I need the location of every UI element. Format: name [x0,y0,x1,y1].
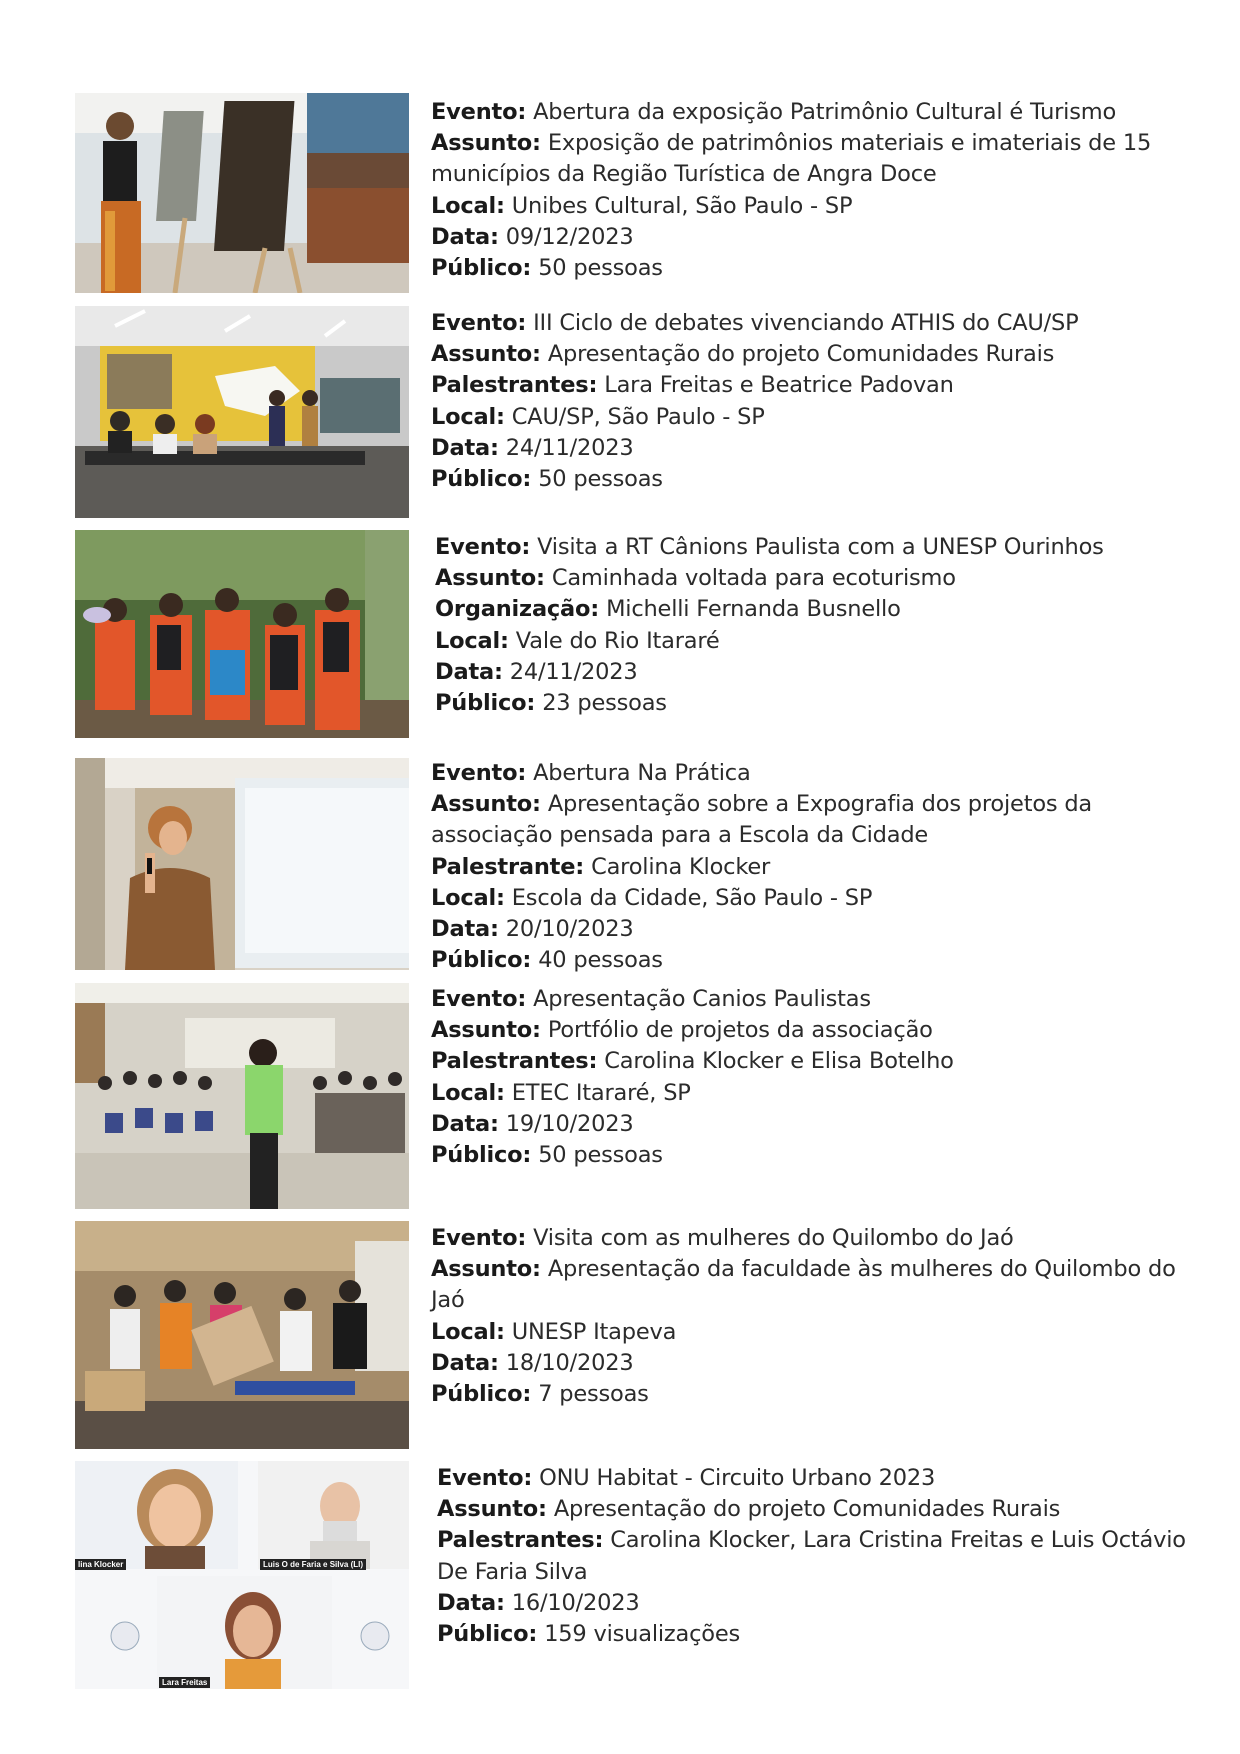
event-name: Evento: Visita a RT Cânions Paulista com a UNESP Ourinhos [435,534,1104,560]
event-name: Evento: Abertura da exposição Patrimônio Cultural é Turismo [431,99,1117,125]
event-subject: Assunto: Portfólio de projetos da associação [431,1017,933,1044]
event-audience: Público: 50 pessoas [431,466,663,493]
event-speakers: Palestrantes: Carolina Klocker, Lara Cristina Freitas e Luis Octávio De Faria Silva [437,1527,1186,1585]
event-date: Data: 16/10/2023 [437,1589,640,1616]
event-subject: Assunto: Apresentação do projeto Comunidades Rurais [431,341,1055,368]
event-name: Evento: Abertura Na Prática [431,760,751,786]
event-subject: Assunto: Apresentação sobre a Expografia dos projetos da associação pensada para a Escola da Cidade [431,791,1093,849]
event-speaker: Palestrante: Carolina Klocker [431,853,771,880]
event-entry-4 [75,758,1165,974]
participant-label: Luis O de Faria e Silva (LI) [260,1559,366,1570]
event-audience: Público: 50 pessoas [431,1142,663,1169]
event-photo-classroom [75,983,409,1209]
event-subject: Assunto: Caminhada voltada para ecoturismo [435,565,956,592]
event-details [431,984,1211,1171]
event-details [431,308,1211,495]
event-entry-6 [75,1221,1176,1449]
event-audience: Público: 23 pessoas [435,690,667,717]
event-name: Evento: III Ciclo de debates vivenciando ATHIS do CAU/SP [431,310,1079,336]
event-details [435,532,1215,719]
event-photo-hike [75,530,409,738]
event-entry-2 [75,306,1165,518]
event-date: Data: 20/10/2023 [431,916,634,943]
event-entry-7 [75,1461,1186,1689]
event-subject: Assunto: Exposição de patrimônios materiais e imateriais de 15 municípios da Região Turística de Angra Doce [431,130,1152,188]
event-name: Evento: Apresentação Canios Paulistas [431,986,871,1012]
event-location: Local: Escola da Cidade, São Paulo - SP [431,884,873,911]
event-photo-workshop [75,1221,409,1449]
event-date: Data: 24/11/2023 [431,434,634,461]
event-audience: Público: 40 pessoas [431,947,663,974]
event-speakers: Palestrantes: Lara Freitas e Beatrice Padovan [431,372,954,399]
event-details [431,97,1211,284]
event-subject: Assunto: Apresentação do projeto Comunidades Rurais [437,1496,1061,1523]
participant-label: lina Klocker [75,1559,126,1570]
event-speakers: Palestrantes: Carolina Klocker e Elisa Botelho [431,1048,954,1075]
event-date: Data: 18/10/2023 [431,1349,634,1376]
event-location: Local: CAU/SP, São Paulo - SP [431,403,765,430]
event-entry-1 [75,93,1165,293]
event-subject: Assunto: Apresentação da faculdade às mulheres do Quilombo do Jaó [431,1256,1176,1314]
event-organizer: Organização: Michelli Fernanda Busnello [435,596,901,623]
event-details [431,1223,1211,1410]
event-photo-debate [75,306,409,518]
event-date: Data: 19/10/2023 [431,1110,634,1137]
event-details [437,1463,1217,1650]
event-date: Data: 24/11/2023 [435,658,638,685]
event-audience: Público: 159 visualizações [437,1621,741,1648]
event-location: Local: Unibes Cultural, São Paulo - SP [431,192,853,219]
event-name: Evento: Visita com as mulheres do Quilombo do Jaó [431,1225,1014,1251]
event-name: Evento: ONU Habitat - Circuito Urbano 2023 [437,1465,936,1491]
event-audience: Público: 7 pessoas [431,1381,649,1408]
event-date: Data: 09/12/2023 [431,223,634,250]
event-audience: Público: 50 pessoas [431,255,663,282]
event-photo-exhibition [75,93,409,293]
participant-label: Lara Freitas [159,1677,210,1688]
event-entry-3 [75,530,1165,738]
event-location: Local: ETEC Itararé, SP [431,1079,691,1106]
event-location: Local: UNESP Itapeva [431,1318,677,1345]
event-photo-videoconference [75,1461,409,1689]
event-details [431,758,1211,976]
event-entry-5 [75,983,1165,1209]
event-photo-talk [75,758,409,970]
event-location: Local: Vale do Rio Itararé [435,627,720,654]
